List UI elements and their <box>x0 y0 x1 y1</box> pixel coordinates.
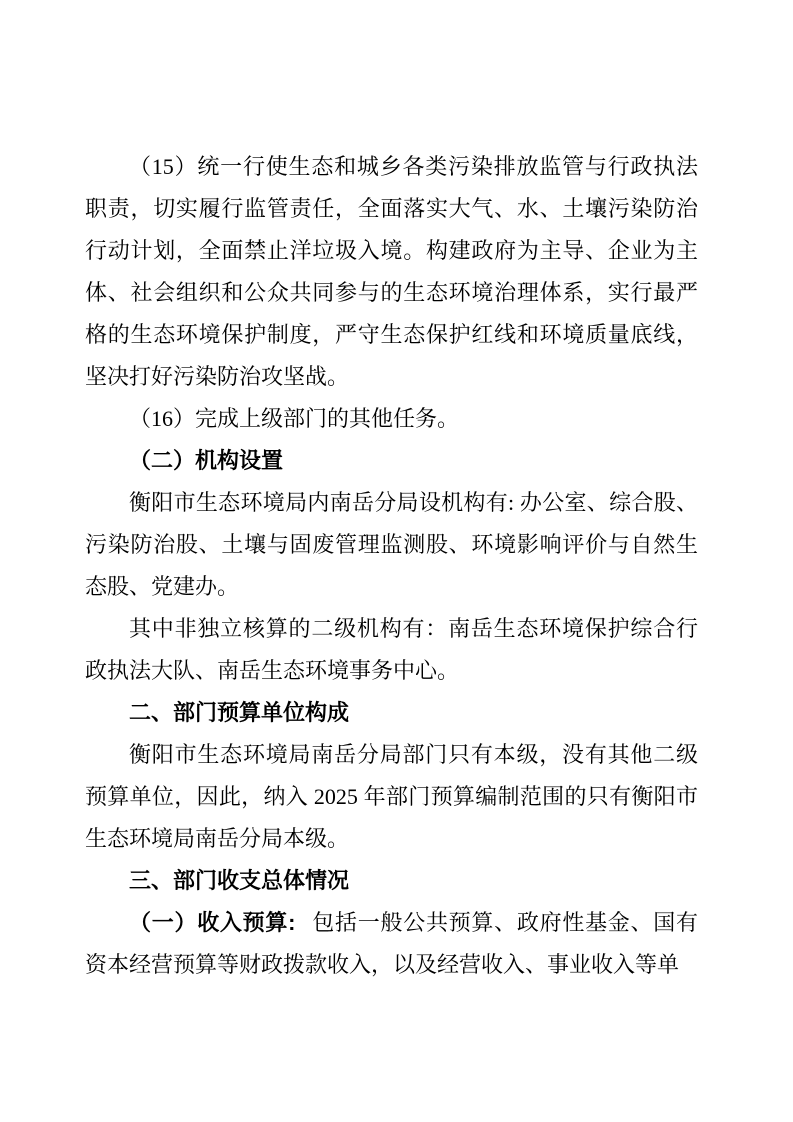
paragraph: （15）统一行使生态和城乡各类污染排放监管与行政执法职责，切实履行监管责任，全面落实大气、水、土壤污染防治行动计划，全面禁止洋垃圾入境。构建政府为主导、企业为主体、社会组织和公众共同参与的生态环境治理体系，实行最严格的生态环境保护制度，严守生态保护红线和环境质量底线，坚决打好污染防治攻坚战。 <box>85 154 698 389</box>
section-heading: （二）机构设置 <box>129 448 284 473</box>
bold-text-run: （一）收入预算: <box>129 910 303 935</box>
paragraph <box>85 902 698 986</box>
document-body <box>85 146 698 986</box>
paragraph: 衡阳市生态环境局内南岳分局设机构有: 办公室、综合股、污染防治股、土壤与固废管理监测股、环境影响评价与自然生态股、党建办。 <box>85 490 698 599</box>
section-heading: 三、部门收支总体情况 <box>129 868 350 893</box>
paragraph: （16）完成上级部门的其他任务。 <box>129 406 460 431</box>
paragraph: 衡阳市生态环境局南岳分局部门只有本级，没有其他二级预算单位，因此，纳入 2025 年部门预算编制范围的只有衡阳市生态环境局南岳分局本级。 <box>85 742 698 851</box>
paragraph: 其中非独立核算的二级机构有：南岳生态环境保护综合行政执法大队、南岳生态环境事务中心。 <box>85 616 698 683</box>
text-run: 包括一般公共预算、政府性基金、国有资本经营预算等财政拨款收入，以及经营收入、事业收入等单 <box>85 910 698 977</box>
section-heading: 二、部门预算单位构成 <box>129 700 350 725</box>
